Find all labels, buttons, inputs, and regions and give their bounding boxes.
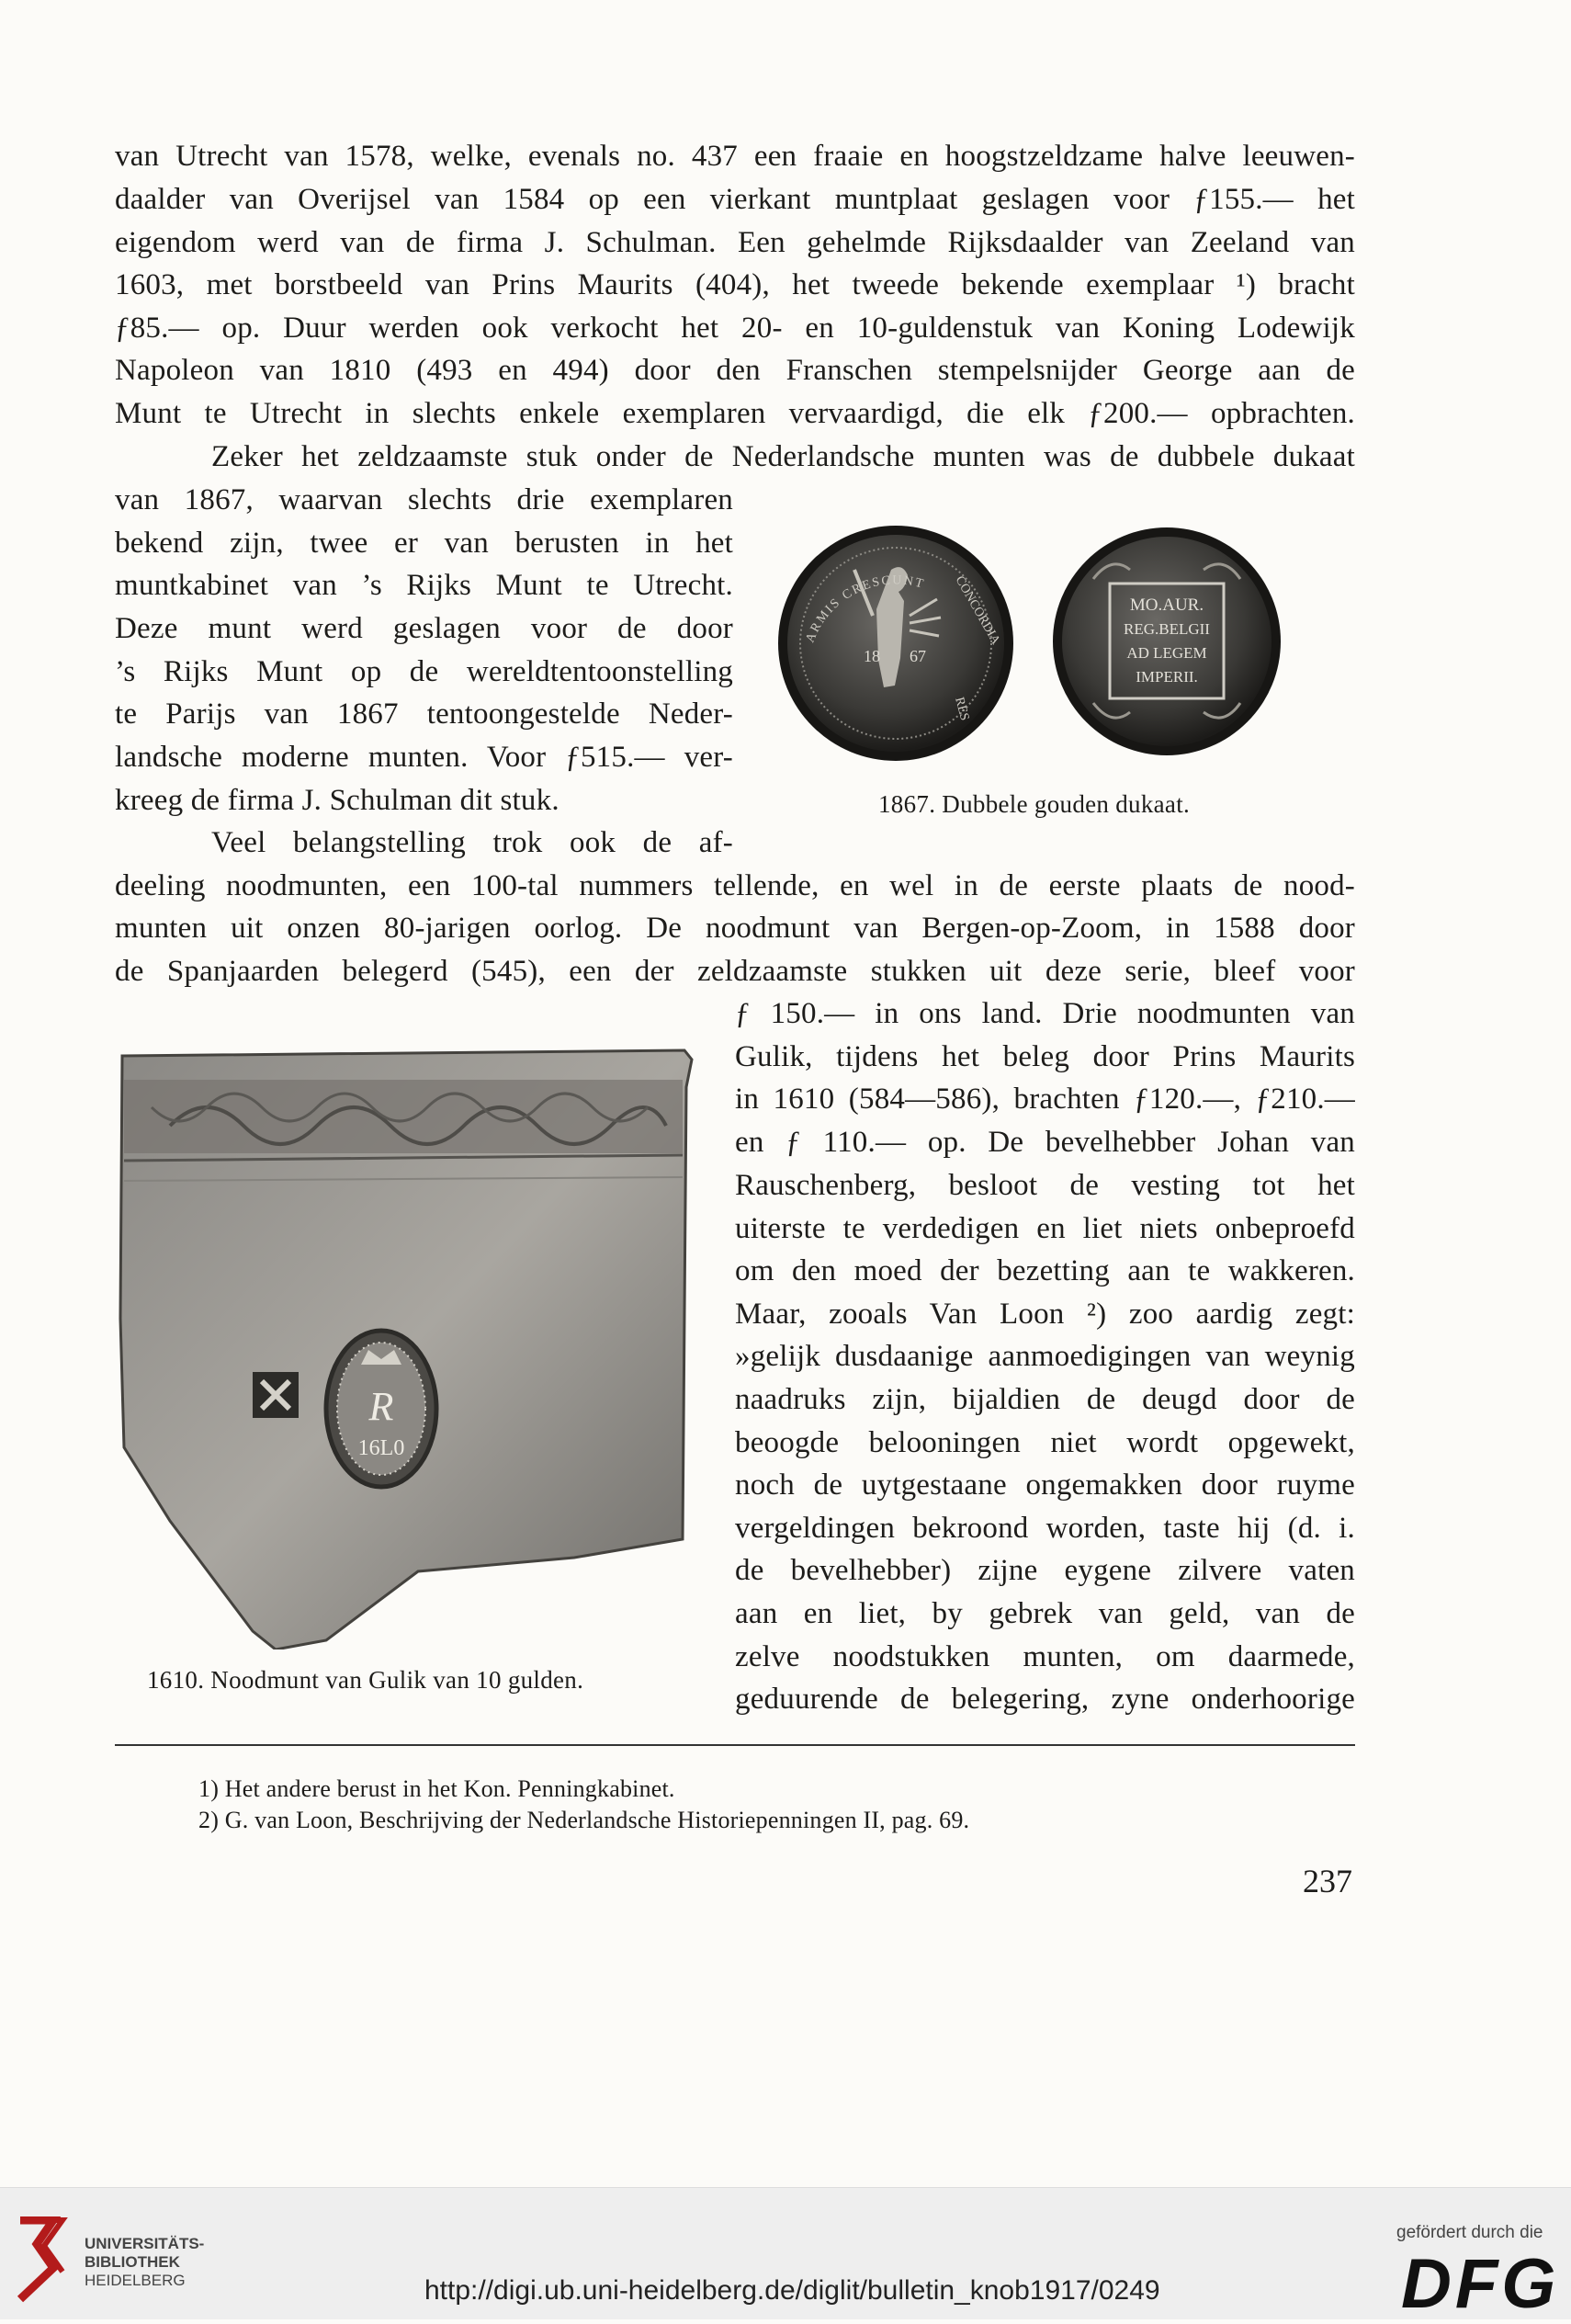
coin-caption: 1867. Dubbele gouden dukaat. — [878, 790, 1191, 818]
text-line: zelve noodstukken munten, om daarmede, — [735, 1640, 1355, 1673]
text-line: bekend zijn, twee er van berusten in het — [115, 527, 733, 560]
coin-reverse-line-3: AD LEGEM — [1126, 644, 1207, 662]
text-line: in 1610 (584—586), brachten ƒ120.—, ƒ210.— — [735, 1083, 1355, 1116]
footnote-2: 2) G. van Loon, Beschrijving der Nederlandsche Historiepenningen II, pag. 69. — [198, 1807, 970, 1833]
text-line: Rauschenberg, besloot de vesting tot het — [735, 1169, 1355, 1202]
text-line: daalder van Overijsel van 1584 op een vierkant muntplaat geslagen voor ƒ155.— het — [115, 183, 1355, 216]
r-stamp-letter: R — [368, 1384, 394, 1429]
text-line: Munt te Utrecht in slechts enkele exemplaren vervaardigd, die elk ƒ200.— opbrachten. — [115, 397, 1355, 430]
text-line: geduurende de belegering, zyne onderhoorige — [735, 1683, 1355, 1716]
text-line: ’s Rijks Munt op de wereldtentoonstelling — [115, 655, 733, 688]
text-line: te Parijs van 1867 tentoongestelde Neder- — [115, 697, 733, 731]
text-line: »gelijk dusdaanige aanmoedigingen van weynig — [735, 1340, 1355, 1373]
text-line: muntkabinet van ’s Rijks Munt te Utrecht. — [115, 569, 733, 602]
text-line: de Spanjaarden belegerd (545), een der zeldzaamste stukken uit deze serie, bleef voor — [115, 955, 1355, 988]
coin-reverse-line-4: IMPERII. — [1136, 668, 1198, 686]
text-line: kreeg de firma J. Schulman dit stuk. — [115, 784, 559, 817]
text-line: Zeker het zeldzaamste stuk onder de Nederlandsche munten was de dubbele dukaat — [211, 440, 1355, 473]
text-line: Napoleon van 1810 (493 en 494) door den Franschen stempelsnijder George aan de — [115, 354, 1355, 387]
coin-obverse-year-left: 18 — [864, 647, 880, 665]
library-name — [85, 2235, 204, 2290]
coin-reverse — [1053, 527, 1281, 755]
coin-figure — [772, 515, 1360, 781]
text-line: van Utrecht van 1578, welke, evenals no. 437 een fraaie en hoogstzeldzame halve leeuwen- — [115, 140, 1355, 173]
library-logo-icon — [17, 2216, 72, 2304]
text-line: de bevelhebber) zijne eygene zilvere vaten — [735, 1554, 1355, 1587]
text-line: om den moed der bezetting aan te wakkeren. — [735, 1254, 1355, 1287]
text-line: eigendom werd van de firma J. Schulman. Een gehelmde Rijksdaalder van Zeeland van — [115, 226, 1355, 259]
text-line: landsche moderne munten. Voor ƒ515.— ver- — [115, 741, 733, 774]
siege-coin-figure — [115, 1043, 698, 1649]
source-url-link[interactable]: http://digi.ub.uni-heidelberg.de/diglit/bulletin_knob1917/0249 — [424, 2275, 1160, 2306]
text-line: Veel belangstelling trok ook de af- — [211, 826, 733, 859]
coin-obverse-year-right: 67 — [910, 647, 926, 665]
siege-caption: 1610. Noodmunt van Gulik van 10 gulden. — [147, 1666, 584, 1694]
coin-obverse — [778, 526, 1013, 761]
funded-by-text: gefördert durch die — [1396, 2223, 1543, 2242]
footnote-divider — [115, 1744, 1355, 1746]
text-line: uiterste te verdedigen en liet niets onbeproefd — [735, 1212, 1355, 1245]
footnote-1: 1) Het andere berust in het Kon. Penningkabinet. — [198, 1775, 675, 1802]
text-line: deeling noodmunten, een 100-tal nummers tellende, en wel in de eerste plaats de nood- — [115, 869, 1355, 902]
coin-obverse-legend-bottom: RES — [952, 696, 972, 722]
r-stamp-year: 16L0 — [357, 1436, 405, 1460]
text-line: Deze munt werd geslagen voor de door — [115, 612, 733, 645]
text-line: 1603, met borstbeeld van Prins Maurits (404), het tweede bekende exemplaar ¹) bracht — [115, 268, 1355, 301]
coin-reverse-line-2: REG.BELGII — [1124, 620, 1210, 638]
page-number: 237 — [1303, 1863, 1352, 1899]
text-line: aan en liet, by gebrek van geld, van de — [735, 1597, 1355, 1630]
text-line: Gulik, tijdens het beleg door Prins Maurits — [735, 1040, 1355, 1073]
text-line: van 1867, waarvan slechts drie exemplaren — [115, 483, 733, 516]
text-line: naadruks zijn, bijaldien de deugd door de — [735, 1383, 1355, 1416]
library-line-3: HEIDELBERG — [85, 2272, 186, 2289]
text-line: ƒ85.— op. Duur werden ook verkocht het 20- en 10-guldenstuk van Koning Lodewijk — [115, 312, 1355, 345]
coin-obverse-legend: ARMIS CRESCUNT — [803, 573, 927, 645]
text-line: en ƒ 110.— op. De bevelhebber Johan van — [735, 1126, 1355, 1159]
text-line: noch de uytgestaane ongemakken door ruyme — [735, 1468, 1355, 1502]
text-line: beoogde belooningen niet wordt opgewekt, — [735, 1426, 1355, 1459]
library-line-1: UNIVERSITÄTS- — [85, 2235, 205, 2252]
coin-obverse-legend-right: CONCORDIA — [952, 573, 1003, 648]
coin-reverse-line-1: MO.AUR. — [1129, 595, 1204, 615]
text-line: Maar, zooals Van Loon ²) zoo aardig zegt: — [735, 1298, 1355, 1331]
text-line: ƒ 150.— in ons land. Drie noodmunten van — [735, 997, 1355, 1030]
text-line: vergeldingen bekroond worden, taste hij (d. i. — [735, 1512, 1355, 1545]
text-line: munten uit onzen 80-jarigen oorlog. De noodmunt van Bergen-op-Zoom, in 1588 door — [115, 912, 1355, 945]
dfg-logo: DFG — [1401, 2245, 1560, 2323]
library-line-2: BIBLIOTHEK — [85, 2253, 180, 2271]
